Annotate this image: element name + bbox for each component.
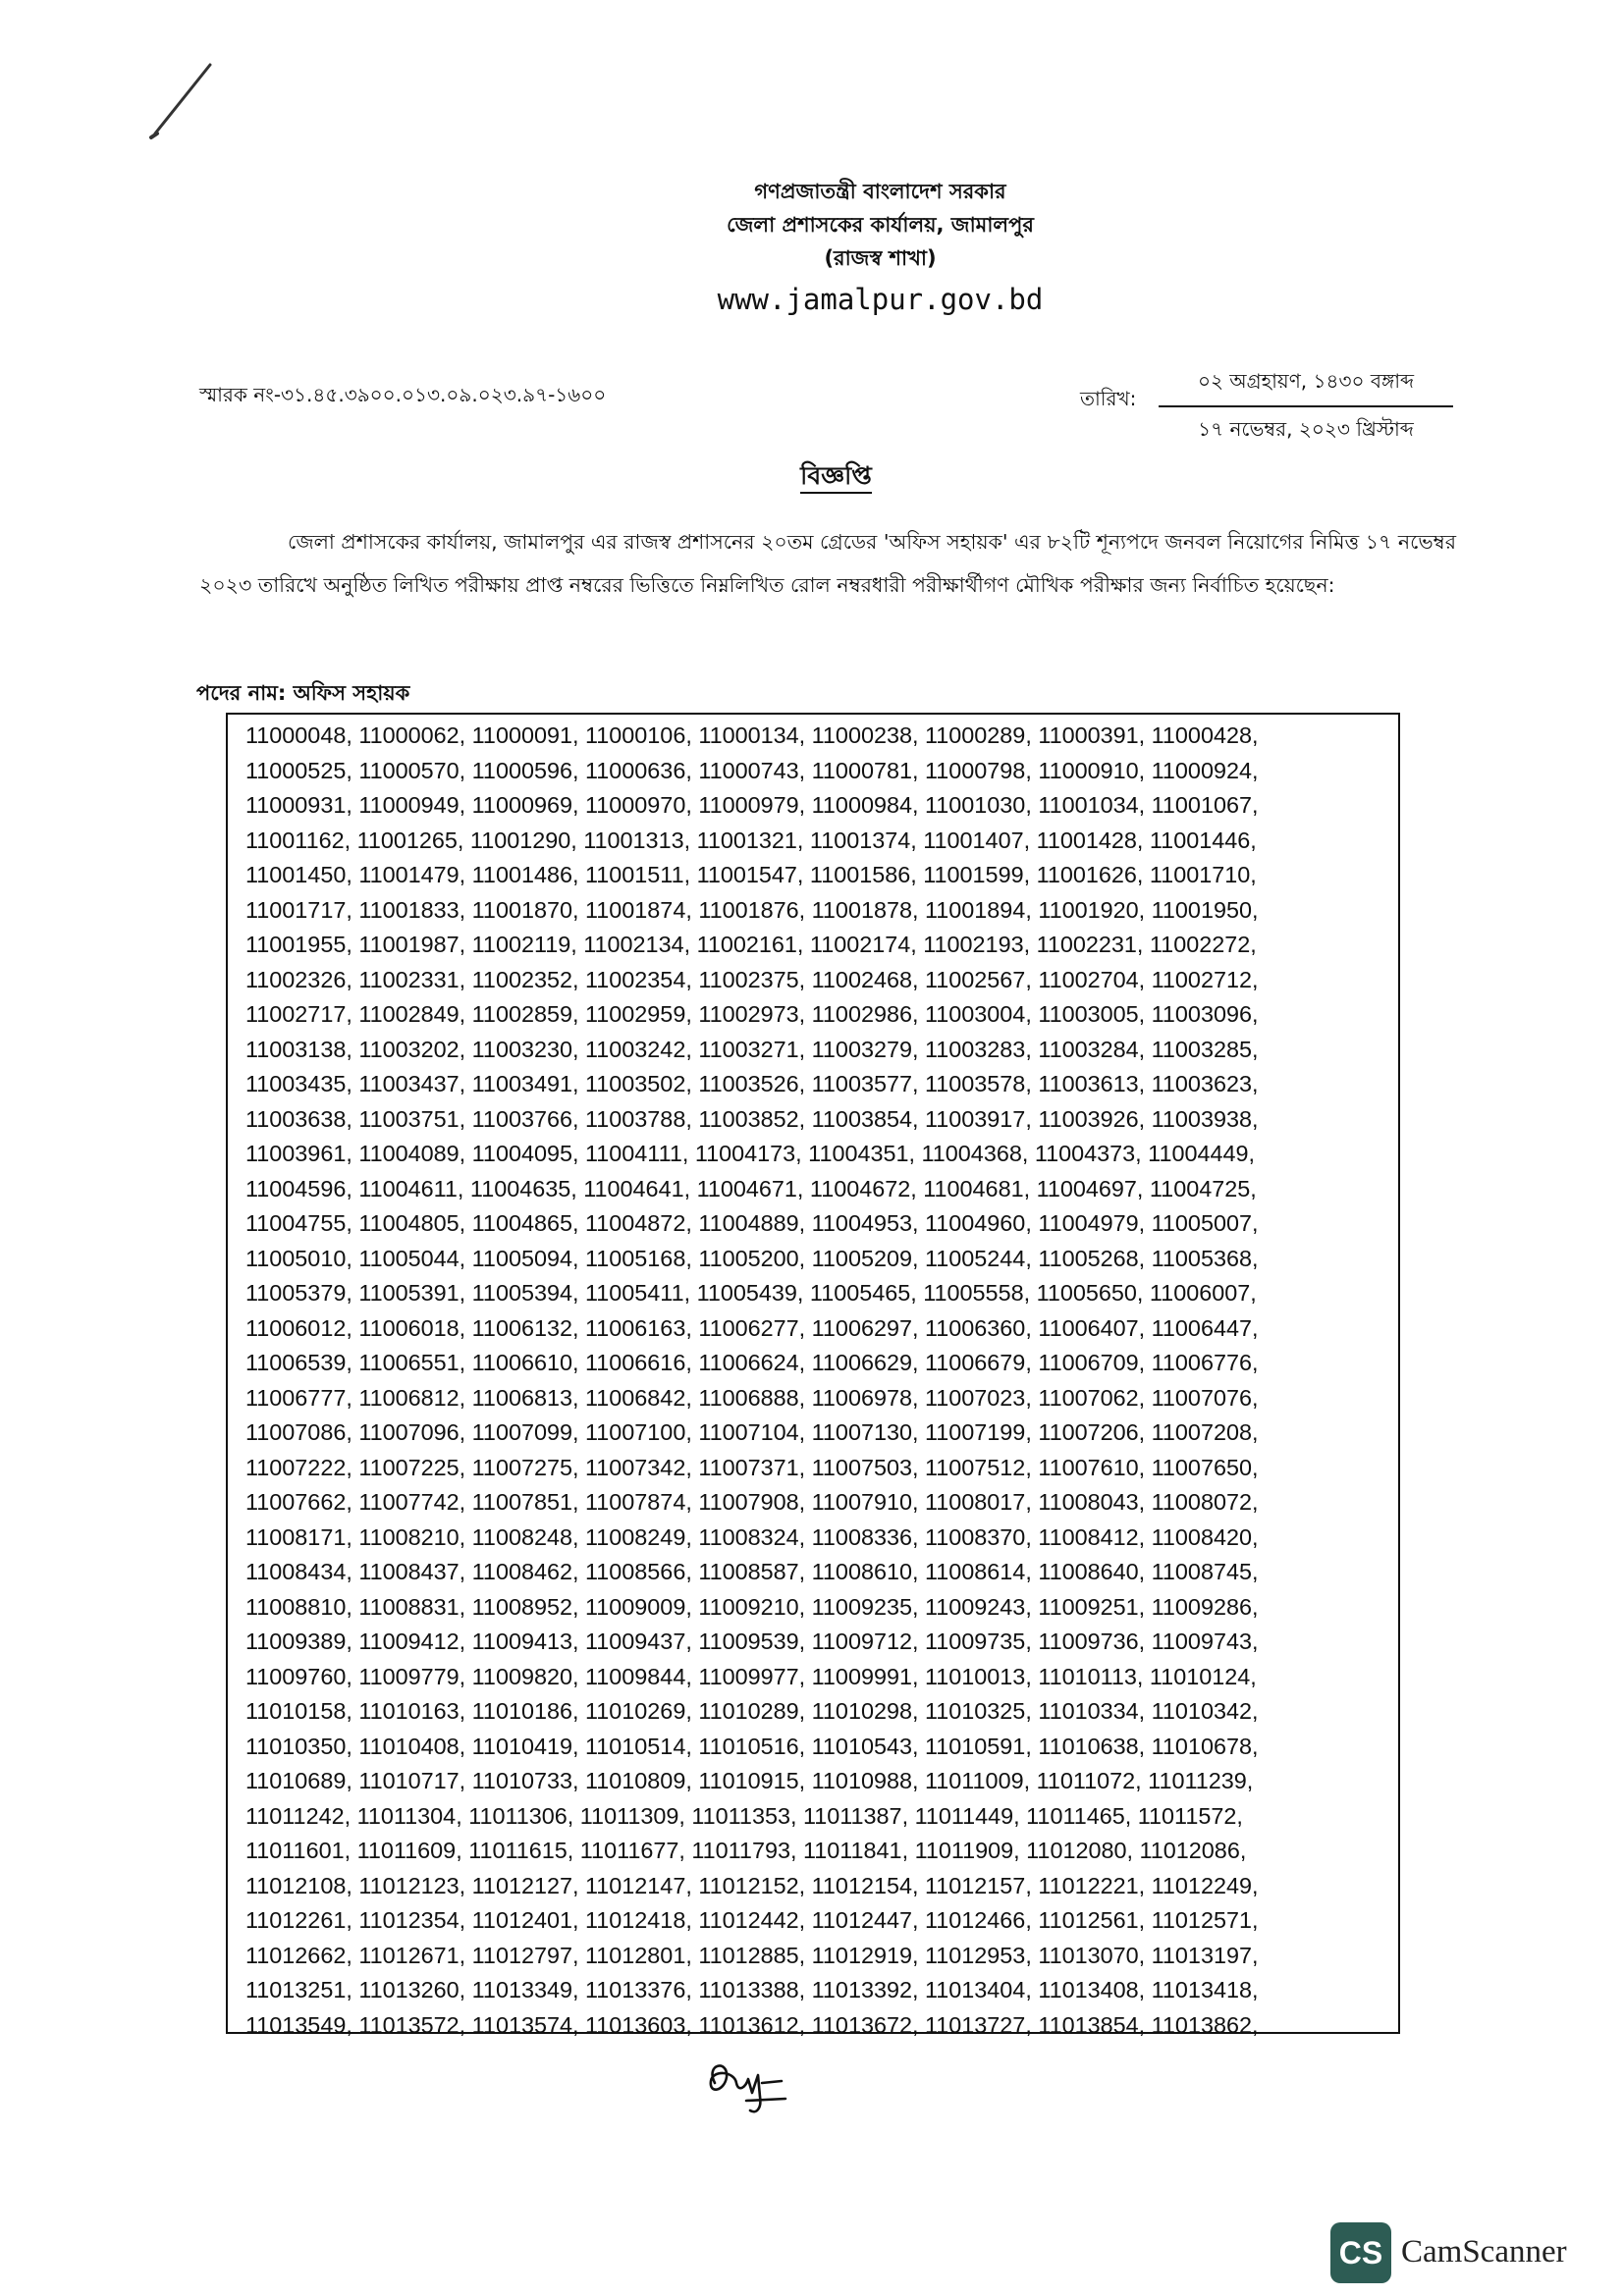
notice-title	[0, 456, 1623, 499]
roll-number-row: 11006012, 11006018, 11006132, 11006163, 11006277, 11006297, 11006360, 11006407, 11006447,	[245, 1314, 1259, 1341]
camscanner-logo-icon: CS	[1330, 2222, 1391, 2283]
roll-number-row: 11009389, 11009412, 11009413, 11009437, 11009539, 11009712, 11009735, 11009736, 11009743,	[245, 1629, 1259, 1654]
roll-number-row: 11010350, 11010408, 11010419, 11010514, 11010516, 11010543, 11010591, 11010638, 11010678,	[245, 1733, 1259, 1759]
roll-number-row: 11012662, 11012671, 11012797, 11012801, 11012885, 11012919, 11012953, 11013070, 11013197,	[245, 1942, 1259, 1968]
roll-number-row: 11005010, 11005044, 11005094, 11005168, 11005200, 11005209, 11005244, 11005268, 11005368,	[245, 1245, 1259, 1271]
government-name: গণপ্রজাতন্ত্রী বাংলাদেশ সরকার	[754, 180, 1006, 203]
roll-number-row: 11004755, 11004805, 11004865, 11004872, 11004889, 11004953, 11004960, 11004979, 11005007,	[245, 1210, 1259, 1236]
roll-number-row: 11001955, 11001987, 11002119, 11002134, 11002161, 11002174, 11002193, 11002231, 11002272,	[245, 932, 1257, 957]
date-block	[1159, 363, 1453, 448]
date-bangla: ০২ অগ্রহায়ণ, ১৪৩০ বঙ্গাব্দ	[1159, 363, 1453, 407]
roll-number-row: 11001717, 11001833, 11001870, 11001874, 11001876, 11001878, 11001894, 11001920, 11001950,	[245, 896, 1259, 923]
roll-number-row: 11003435, 11003437, 11003491, 11003502, 11003526, 11003577, 11003578, 11003613, 11003623,	[245, 1071, 1259, 1096]
roll-number-row: 11000931, 11000949, 11000969, 11000970, 11000979, 11000984, 11001030, 11001034, 11001067,	[245, 792, 1259, 818]
roll-number-row: 11006777, 11006812, 11006813, 11006842, 11006888, 11006978, 11007023, 11007062, 11007076,	[245, 1384, 1259, 1411]
roll-number-row: 11000048, 11000062, 11000091, 11000106, 11000134, 11000238, 11000289, 11000391, 11000428,	[245, 722, 1259, 748]
office-name: জেলা প্রশাসকের কার্যালয়, জামালপুর	[727, 213, 1034, 237]
roll-number-row: 11002326, 11002331, 11002352, 11002354, 11002375, 11002468, 11002567, 11002704, 11002712,	[245, 966, 1259, 992]
roll-number-row: 11001162, 11001265, 11001290, 11001313, 11001321, 11001374, 11001407, 11001428, 11001446,	[245, 827, 1257, 853]
roll-number-row: 11011242, 11011304, 11011306, 11011309, 11011353, 11011387, 11011449, 11011465, 11011572,	[245, 1802, 1243, 1829]
roll-number-row: 11004596, 11004611, 11004635, 11004641, 11004671, 11004672, 11004681, 11004697, 11004725,	[245, 1175, 1257, 1201]
camscanner-label: CamScanner	[1401, 2234, 1567, 2269]
roll-number-row: 11007662, 11007742, 11007851, 11007874, 11007908, 11007910, 11008017, 11008043, 11008072,	[245, 1489, 1259, 1515]
roll-number-row: 11009760, 11009779, 11009820, 11009844, 11009977, 11009991, 11010013, 11010113, 11010124,	[245, 1663, 1257, 1689]
roll-number-row: 11003961, 11004089, 11004095, 11004111, 11004173, 11004351, 11004368, 11004373, 11004449,	[245, 1141, 1256, 1166]
roll-number-row: 11012261, 11012354, 11012401, 11012418, 11012442, 11012447, 11012466, 11012561, 11012571,	[245, 1907, 1259, 1933]
roll-number-row: 11008434, 11008437, 11008462, 11008566, 11008587, 11008610, 11008614, 11008640, 11008745,	[245, 1559, 1259, 1584]
roll-number-row: 11003638, 11003751, 11003766, 11003788, 11003852, 11003854, 11003917, 11003926, 11003938,	[245, 1105, 1259, 1132]
roll-number-row: 11000525, 11000570, 11000596, 11000636, 11000743, 11000781, 11000798, 11000910, 11000924,	[245, 757, 1259, 783]
roll-number-row: 11008810, 11008831, 11008952, 11009009, 11009210, 11009235, 11009243, 11009251, 11009286,	[245, 1593, 1259, 1620]
website-link[interactable]: www.jamalpur.gov.bd	[717, 283, 1044, 316]
roll-number-row: 11007222, 11007225, 11007275, 11007342, 11007371, 11007503, 11007512, 11007610, 11007650,	[245, 1454, 1259, 1480]
notice-title-text: বিজ্ঞপ্তি	[800, 461, 872, 494]
memo-number: স্মারক নং-৩১.৪৫.৩৯০০.০১৩.০৯.০২৩.৯৭-১৬০০	[199, 383, 607, 406]
date-gregorian: ১৭ নভেম্বর, ২০২৩ খ্রিস্টাব্দ	[1198, 417, 1414, 441]
roll-number-row: 11013251, 11013260, 11013349, 11013376, 11013388, 11013392, 11013404, 11013408, 11013418,	[245, 1977, 1259, 2002]
roll-number-row: 11013549, 11013572, 11013574, 11013603, 11013612, 11013672, 11013727, 11013854, 11013862,	[245, 2011, 1259, 2038]
signature	[687, 2054, 815, 2118]
roll-number-row: 11007086, 11007096, 11007099, 11007100, 11007104, 11007130, 11007199, 11007206, 11007208,	[245, 1419, 1259, 1445]
roll-number-row: 11005379, 11005391, 11005394, 11005411, 11005439, 11005465, 11005558, 11005650, 11006007,	[245, 1280, 1257, 1306]
date-label: তারিখ:	[1080, 387, 1137, 410]
pen-stroke-mark	[147, 61, 216, 141]
post-name: পদের নাম: অফিস সহায়ক	[196, 681, 410, 705]
notice-paragraph: জেলা প্রশাসকের কার্যালয়, জামালপুর এর রাজস্ব প্রশাসনের ২০তম গ্রেডের 'অফিস সহায়ক' এর ৮২টি শূন্যপদে জনবল নিয়োগের নিমিত্ত ১৭ নভেম্বর ২০২৩ তারিখে অনুষ্ঠিত লিখিত পরীক্ষায় প্রাপ্ত নম্বরের ভিত্তিতে নিম্নলিখিত রোল নম্বরধারী পরীক্ষার্থীগণ মৌখিক পরীক্ষার জন্য নির্বাচিত হয়েছেন:	[199, 530, 1456, 597]
branch-name: (রাজস্ব শাখা)	[824, 246, 937, 270]
roll-number-row: 11003138, 11003202, 11003230, 11003242, 11003271, 11003279, 11003283, 11003284, 11003285,	[245, 1036, 1259, 1062]
letterhead	[0, 175, 1623, 320]
roll-number-list	[226, 713, 1400, 2038]
roll-number-row: 11012108, 11012123, 11012127, 11012147, 11012152, 11012154, 11012157, 11012221, 11012249,	[245, 1872, 1259, 1898]
roll-number-row: 11010689, 11010717, 11010733, 11010809, 11010915, 11010988, 11011009, 11011072, 11011239,	[245, 1768, 1254, 1793]
roll-number-row: 11008171, 11008210, 11008248, 11008249, 11008324, 11008336, 11008370, 11008412, 11008420,	[245, 1523, 1259, 1550]
roll-number-row: 11001450, 11001479, 11001486, 11001511, 11001547, 11001586, 11001599, 11001626, 11001710,	[245, 862, 1257, 887]
roll-number-row: 11010158, 11010163, 11010186, 11010269, 11010289, 11010298, 11010325, 11010334, 11010342,	[245, 1698, 1259, 1724]
roll-number-row: 11011601, 11011609, 11011615, 11011677, 11011793, 11011841, 11011909, 11012080, 11012086,	[245, 1838, 1247, 1863]
roll-number-row: 11002717, 11002849, 11002859, 11002959, 11002973, 11002986, 11003004, 11003005, 11003096,	[245, 1001, 1259, 1027]
roll-number-row: 11006539, 11006551, 11006610, 11006616, 11006624, 11006629, 11006679, 11006709, 11006776,	[245, 1350, 1259, 1375]
